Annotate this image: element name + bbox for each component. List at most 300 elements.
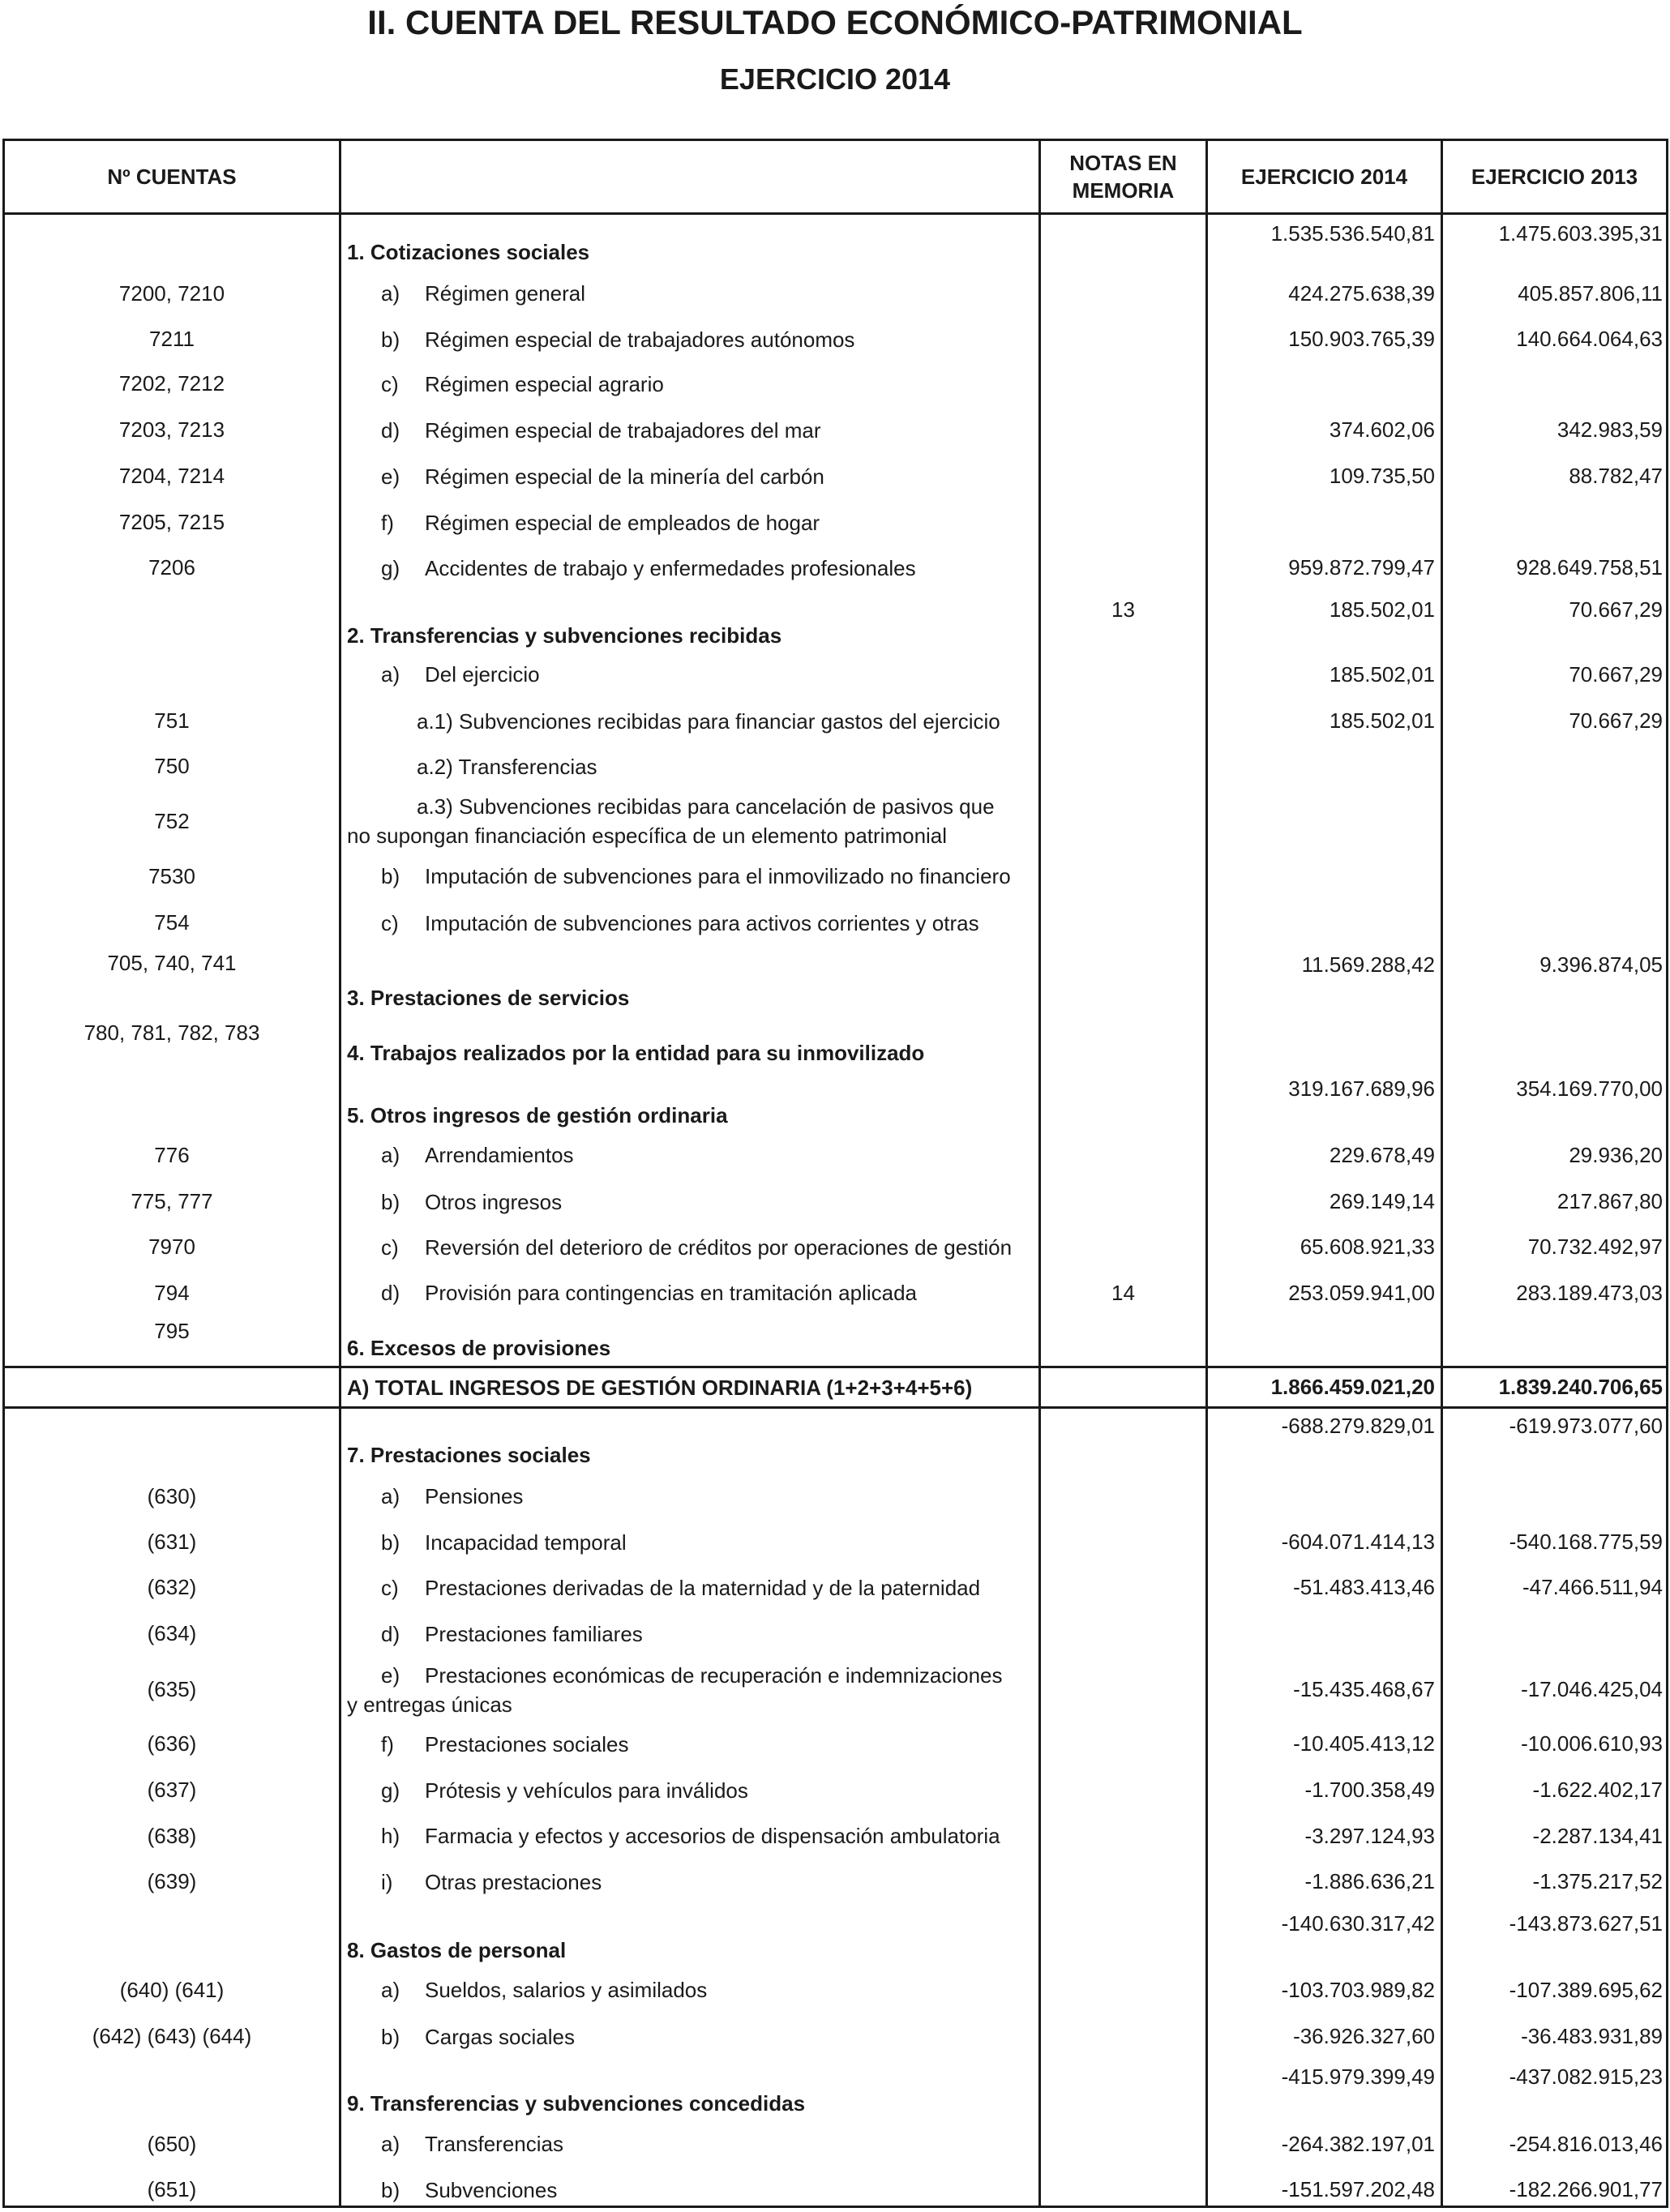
value-2014: 424.275.638,39 xyxy=(1288,280,1435,306)
section-row xyxy=(5,593,1666,653)
item-letter: b) xyxy=(381,327,400,352)
value-2014 xyxy=(1208,362,1441,406)
value-2013: 1.475.603.395,31 xyxy=(1498,221,1663,246)
description-text: Prestaciones derivadas de la maternidad y de la paternidad xyxy=(425,1575,981,1600)
description-continuation: y entregas únicas xyxy=(347,1692,512,1717)
description-text: Sueldos, salarios y asimilados xyxy=(425,1978,708,2002)
item-letter: c) xyxy=(381,1575,399,1600)
description-text: Otros ingresos xyxy=(425,1189,563,1214)
value-2014: -36.926.327,60 xyxy=(1293,2024,1435,2048)
account-code: (637) xyxy=(147,1778,197,1802)
value-2014: 1.535.536.540,81 xyxy=(1270,221,1435,246)
value-2014 xyxy=(1208,1474,1441,1518)
table-row xyxy=(5,1813,1666,1859)
row-description xyxy=(341,1270,1038,1316)
description-text: 9. Transferencias y subvenciones concedidas xyxy=(347,2091,806,2116)
row-description xyxy=(341,1017,1038,1071)
table-row xyxy=(5,1968,1666,2012)
row-description xyxy=(341,652,1038,696)
row-description xyxy=(341,408,1038,452)
value-2014: -51.483.413,46 xyxy=(1293,1575,1435,1599)
row-description xyxy=(341,1179,1038,1224)
account-code: 7204, 7214 xyxy=(118,464,225,488)
row-description xyxy=(341,2167,1038,2212)
description-text: a.3) Subvenciones recibidas para cancelación de pasivos que xyxy=(417,794,995,819)
memory-note xyxy=(1041,1565,1205,1610)
item-letter: g) xyxy=(381,1778,400,1803)
account-code: 7205, 7215 xyxy=(118,510,225,534)
description-text: Otras prestaciones xyxy=(425,1869,602,1894)
value-2013 xyxy=(1443,500,1666,545)
account-code: 7970 xyxy=(148,1234,195,1259)
value-2014: -264.382.197,01 xyxy=(1281,2131,1435,2156)
table-row xyxy=(5,1270,1666,1316)
header-notes-line2: MEMORIA xyxy=(1072,178,1175,203)
section-row xyxy=(5,1072,1666,1133)
description-text: Régimen especial agrario xyxy=(425,371,664,396)
memory-note xyxy=(1041,2167,1205,2212)
table-row xyxy=(5,408,1666,452)
account-code xyxy=(5,1409,339,1473)
value-2013: 928.649.758,51 xyxy=(1516,555,1663,580)
memory-note xyxy=(1041,272,1205,315)
row-description xyxy=(341,2122,1038,2166)
description-text: 7. Prestaciones sociales xyxy=(347,1443,591,1467)
memory-note xyxy=(1041,454,1205,498)
item-letter: a) xyxy=(381,1978,400,2002)
value-2013: -1.622.402,17 xyxy=(1532,1778,1663,1802)
item-letter: h) xyxy=(381,1824,400,1848)
table-row xyxy=(5,1179,1666,1224)
value-2014: -15.435.468,67 xyxy=(1293,1677,1435,1701)
row-description xyxy=(341,1133,1038,1177)
value-2013: 29.936,20 xyxy=(1569,1142,1663,1167)
memory-note xyxy=(1041,1133,1205,1177)
account-code: 7203, 7213 xyxy=(118,417,225,442)
memory-note xyxy=(1041,317,1205,362)
value-2013 xyxy=(1443,854,1666,898)
value-2014 xyxy=(1208,1611,1441,1656)
row-description xyxy=(341,1225,1038,1269)
account-code: 776 xyxy=(154,1142,190,1167)
value-2013: 405.857.806,11 xyxy=(1518,280,1663,306)
account-code: (630) xyxy=(147,1483,197,1508)
account-code: 7200, 7210 xyxy=(118,280,225,306)
row-description xyxy=(341,1813,1038,1859)
table-row xyxy=(5,854,1666,898)
table-row xyxy=(5,454,1666,498)
account-code: 751 xyxy=(154,708,190,733)
value-2014: -151.597.202,48 xyxy=(1281,2177,1435,2201)
memory-note xyxy=(1041,1722,1205,1766)
value-2013 xyxy=(1443,362,1666,406)
memory-note xyxy=(1041,1225,1205,1269)
memory-note xyxy=(1041,2122,1205,2166)
account-code: 750 xyxy=(154,754,190,778)
value-2013: -2.287.134,41 xyxy=(1532,1823,1663,1848)
value-2013 xyxy=(1443,744,1666,789)
item-letter: a) xyxy=(381,281,400,306)
page-title: II. CUENTA DEL RESULTADO ECONÓMICO-PATRIMONIAL xyxy=(367,3,1303,41)
description-text: Régimen especial de trabajadores autónomos xyxy=(425,327,855,352)
value-2014 xyxy=(1208,854,1441,898)
value-2013: -10.006.610,93 xyxy=(1521,1731,1663,1756)
value-2014 xyxy=(1208,744,1441,789)
memory-note xyxy=(1041,1813,1205,1859)
value-2013: -619.973.077,60 xyxy=(1509,1414,1663,1438)
value-2013: 70.667,29 xyxy=(1569,708,1663,733)
value-2013 xyxy=(1443,1316,1666,1366)
table-row xyxy=(5,1768,1666,1812)
account-code: (640) (641) xyxy=(119,1977,225,2002)
table-row xyxy=(5,652,1666,696)
row-description xyxy=(341,1072,1038,1133)
row-description xyxy=(341,1316,1038,1366)
value-2013: 342.983,59 xyxy=(1557,417,1663,442)
description-continuation: no supongan financiación específica de un elemento patrimonial xyxy=(347,824,948,848)
value-2014: -10.405.413,12 xyxy=(1293,1731,1435,1756)
description-text: Prestaciones sociales xyxy=(425,1731,629,1756)
item-letter: a) xyxy=(381,662,400,687)
value-2014: 185.502,01 xyxy=(1329,661,1435,687)
row-description xyxy=(341,362,1038,406)
memory-note xyxy=(1041,699,1205,743)
description-text: Subvenciones xyxy=(425,2177,558,2202)
header-notes xyxy=(1041,141,1205,212)
row-description xyxy=(341,1768,1038,1812)
memory-note: 13 xyxy=(1111,597,1135,622)
header-divider xyxy=(5,212,1666,215)
account-code: (631) xyxy=(147,1530,197,1554)
account-code: (632) xyxy=(147,1575,197,1599)
item-letter: d) xyxy=(381,1281,400,1305)
account-code: (651) xyxy=(147,2177,197,2201)
value-2013 xyxy=(1443,1017,1666,1071)
row-description xyxy=(341,744,1038,789)
value-2013: -182.266.901,77 xyxy=(1509,2177,1663,2201)
table-row xyxy=(5,546,1666,590)
value-2014: 65.608.921,33 xyxy=(1300,1234,1435,1259)
table-row xyxy=(5,272,1666,315)
row-description xyxy=(341,317,1038,362)
value-2013: 88.782,47 xyxy=(1569,464,1663,488)
description-text: Reversión del deterioro de créditos por operaciones de gestión xyxy=(425,1234,1013,1260)
memory-note xyxy=(1041,2014,1205,2059)
description-text: a.2) Transferencias xyxy=(417,754,597,779)
account-code: 795 xyxy=(154,1319,190,1343)
account-code: 794 xyxy=(154,1280,190,1305)
header-accounts: Nº CUENTAS xyxy=(107,165,237,189)
row-description xyxy=(341,948,1038,1016)
item-letter: g) xyxy=(381,555,400,580)
value-2013 xyxy=(1443,901,1666,945)
row-description xyxy=(341,1520,1038,1564)
value-2014: 374.602,06 xyxy=(1329,417,1435,442)
table-row xyxy=(5,1611,1666,1656)
description-text: Prótesis y vehículos para inválidos xyxy=(425,1778,748,1803)
account-code: (639) xyxy=(147,1869,197,1893)
description-text: Accidentes de trabajo y enfermedades profesionales xyxy=(425,555,916,580)
value-2013: 217.867,80 xyxy=(1557,1189,1663,1213)
value-2013 xyxy=(1443,1611,1666,1656)
memory-note xyxy=(1041,1859,1205,1904)
account-code: (642) (643) (644) xyxy=(92,2024,252,2048)
value-2013: -143.873.627,51 xyxy=(1509,1911,1663,1936)
item-letter: d) xyxy=(381,1621,400,1646)
row-description xyxy=(341,1906,1038,1968)
section-row xyxy=(5,1906,1666,1968)
account-code: 780, 781, 782, 783 xyxy=(84,1020,260,1045)
memory-note xyxy=(1041,854,1205,898)
row-description xyxy=(341,901,1038,945)
memory-note xyxy=(1041,1179,1205,1224)
description-text: 8. Gastos de personal xyxy=(347,1938,567,1962)
value-2014: 109.735,50 xyxy=(1329,464,1435,488)
value-2014: 185.502,01 xyxy=(1329,597,1435,622)
memory-note xyxy=(1041,1368,1205,1406)
description-text: Incapacidad temporal xyxy=(425,1530,627,1555)
account-code xyxy=(5,1368,339,1406)
description-text: 6. Excesos de provisiones xyxy=(347,1336,611,1360)
value-2014: 959.872.799,47 xyxy=(1288,555,1435,580)
value-2013: -47.466.511,94 xyxy=(1522,1575,1663,1599)
value-2014: 253.059.941,00 xyxy=(1288,1280,1435,1305)
row-description xyxy=(341,1409,1038,1473)
item-letter: b) xyxy=(381,2024,400,2049)
account-code: 7211 xyxy=(149,327,195,351)
description-text: 4. Trabajos realizados por la entidad para su inmovilizado xyxy=(347,1041,925,1065)
description-text: Prestaciones familiares xyxy=(425,1621,643,1646)
row-description xyxy=(341,272,1038,315)
item-letter: b) xyxy=(381,1530,400,1555)
description-text: Imputación de subvenciones para el inmovilizado no financiero xyxy=(425,864,1011,888)
memory-note xyxy=(1041,652,1205,696)
value-2014: 1.866.459.021,20 xyxy=(1270,1375,1435,1399)
table-row xyxy=(5,362,1666,406)
memory-note xyxy=(1041,789,1205,853)
description-text: 3. Prestaciones de servicios xyxy=(347,986,630,1010)
row-description xyxy=(341,1722,1038,1766)
total-row xyxy=(5,1368,1666,1406)
table-row xyxy=(5,1859,1666,1904)
memory-note xyxy=(1041,216,1205,270)
table-row xyxy=(5,2014,1666,2059)
description-text: 1. Cotizaciones sociales xyxy=(347,240,590,264)
item-letter: a) xyxy=(381,1484,400,1508)
row-description xyxy=(341,1474,1038,1518)
row-description xyxy=(341,546,1038,590)
description-text: Pensiones xyxy=(425,1484,524,1508)
table-row xyxy=(5,699,1666,743)
account-code xyxy=(5,216,339,270)
account-code: 7202, 7212 xyxy=(118,371,225,396)
memory-note xyxy=(1041,1316,1205,1366)
memory-note xyxy=(1041,1409,1205,1473)
account-code: (650) xyxy=(147,2131,197,2156)
table-row xyxy=(5,2122,1666,2166)
memory-note xyxy=(1041,1906,1205,1968)
row-description xyxy=(341,1658,1038,1722)
table-row xyxy=(5,789,1666,853)
account-code: 752 xyxy=(154,808,190,833)
row-description xyxy=(341,500,1038,545)
table-row xyxy=(5,1474,1666,1518)
item-letter: d) xyxy=(381,417,400,443)
value-2014: 229.678,49 xyxy=(1329,1142,1435,1167)
value-2013 xyxy=(1443,789,1666,853)
value-2014 xyxy=(1208,1316,1441,1366)
row-description xyxy=(341,699,1038,743)
value-2014: -604.071.414,13 xyxy=(1281,1530,1435,1554)
memory-note xyxy=(1041,1611,1205,1656)
item-letter: b) xyxy=(381,864,400,888)
description-text: Transferencias xyxy=(425,2132,563,2156)
item-letter: f) xyxy=(381,510,394,535)
value-2014: 150.903.765,39 xyxy=(1288,327,1435,351)
account-code: (635) xyxy=(147,1677,197,1701)
value-2013: 70.667,29 xyxy=(1569,597,1663,622)
value-2014: -1.886.636,21 xyxy=(1304,1869,1435,1893)
memory-note xyxy=(1041,2060,1205,2121)
account-code: 775, 777 xyxy=(131,1189,213,1213)
row-description xyxy=(341,454,1038,498)
item-letter: e) xyxy=(381,464,400,489)
section-row xyxy=(5,1017,1666,1071)
value-2013: 9.396.874,05 xyxy=(1539,952,1663,977)
value-2014: -415.979.399,49 xyxy=(1281,2064,1435,2089)
item-letter: c) xyxy=(381,910,399,935)
account-code: 754 xyxy=(154,910,190,935)
account-code: 7530 xyxy=(148,863,195,888)
value-2013: -254.816.013,46 xyxy=(1509,2131,1663,2156)
item-letter: i) xyxy=(381,1869,393,1894)
memory-note xyxy=(1041,1768,1205,1812)
memory-note xyxy=(1041,1968,1205,2012)
description-text: 2. Transferencias y subvenciones recibidas xyxy=(347,623,782,648)
row-description xyxy=(341,854,1038,898)
value-2014 xyxy=(1208,789,1441,853)
table-row xyxy=(5,2167,1666,2212)
value-2014: -103.703.989,82 xyxy=(1281,1977,1435,2002)
value-2013: 283.189.473,03 xyxy=(1516,1280,1663,1305)
row-description xyxy=(341,1565,1038,1610)
description-text: 5. Otros ingresos de gestión ordinaria xyxy=(347,1103,728,1127)
row-description xyxy=(341,2014,1038,2059)
item-letter: a) xyxy=(381,2132,400,2156)
page-subtitle: EJERCICIO 2014 xyxy=(719,62,951,96)
item-letter: a) xyxy=(381,1143,400,1167)
table-row xyxy=(5,1133,1666,1177)
memory-note xyxy=(1041,500,1205,545)
memory-note xyxy=(1041,1017,1205,1071)
account-code: (638) xyxy=(147,1823,197,1848)
row-description xyxy=(341,216,1038,270)
table-row xyxy=(5,1658,1666,1722)
row-description xyxy=(341,1611,1038,1656)
value-2013: -540.168.775,59 xyxy=(1509,1530,1663,1554)
table-row xyxy=(5,1520,1666,1564)
account-code xyxy=(5,1072,339,1133)
account-code: 7206 xyxy=(148,555,195,580)
value-2013: -36.483.931,89 xyxy=(1521,2024,1663,2048)
description-text: Régimen general xyxy=(425,281,586,306)
item-letter: f) xyxy=(381,1731,394,1756)
results-table xyxy=(2,139,1668,2208)
row-description xyxy=(341,593,1038,653)
account-code xyxy=(5,2060,339,2121)
header-year-2013: EJERCICIO 2013 xyxy=(1471,165,1638,189)
header-notes-line1: NOTAS EN xyxy=(1069,151,1177,175)
section-row xyxy=(5,948,1666,1016)
row-description xyxy=(341,1368,1038,1406)
memory-note xyxy=(1041,948,1205,1016)
memory-note xyxy=(1041,744,1205,789)
memory-note xyxy=(1041,1072,1205,1133)
value-2013: -17.046.425,04 xyxy=(1521,1677,1663,1701)
value-2014: -3.297.124,93 xyxy=(1304,1823,1435,1848)
section-row xyxy=(5,2060,1666,2121)
value-2013: 140.664.064,63 xyxy=(1516,327,1663,351)
value-2014 xyxy=(1208,901,1441,945)
section-row xyxy=(5,216,1666,270)
table-row xyxy=(5,1225,1666,1269)
item-letter: e) xyxy=(381,1662,400,1688)
table-row xyxy=(5,744,1666,789)
description-text: Arrendamientos xyxy=(425,1143,574,1167)
table-row xyxy=(5,1722,1666,1766)
value-2013: -437.082.915,23 xyxy=(1509,2064,1663,2089)
table-row xyxy=(5,901,1666,945)
memory-note: 14 xyxy=(1111,1280,1135,1305)
value-2014: 319.167.689,96 xyxy=(1288,1076,1435,1101)
account-code: 705, 740, 741 xyxy=(107,951,237,975)
memory-note xyxy=(1041,1520,1205,1564)
description-text: Régimen especial de trabajadores del mar xyxy=(425,417,821,443)
item-letter: c) xyxy=(381,1234,399,1260)
memory-note xyxy=(1041,901,1205,945)
memory-note xyxy=(1041,362,1205,406)
memory-note xyxy=(1041,546,1205,590)
item-letter: c) xyxy=(381,371,399,396)
description-text: A) TOTAL INGRESOS DE GESTIÓN ORDINARIA (1+2+3+4+5+6) xyxy=(347,1375,973,1400)
item-letter: b) xyxy=(381,1189,400,1214)
description-text: Cargas sociales xyxy=(425,2024,575,2049)
row-description xyxy=(341,1859,1038,1904)
table-row xyxy=(5,1565,1666,1610)
description-text: Imputación de subvenciones para activos corrientes y otras xyxy=(425,910,979,935)
account-code: (636) xyxy=(147,1731,197,1756)
value-2013: 1.839.240.706,65 xyxy=(1498,1375,1663,1399)
value-2014: 185.502,01 xyxy=(1329,708,1435,733)
account-code: (634) xyxy=(147,1621,197,1645)
value-2014: 269.149,14 xyxy=(1329,1189,1435,1213)
value-2013: 70.732.492,97 xyxy=(1527,1234,1663,1259)
table-row xyxy=(5,317,1666,362)
description-text: Provisión para contingencias en tramitación aplicada xyxy=(425,1281,918,1305)
header-year-2014: EJERCICIO 2014 xyxy=(1240,165,1408,189)
value-2014: -1.700.358,49 xyxy=(1304,1778,1435,1802)
description-text: Del ejercicio xyxy=(425,662,540,687)
value-2014: -140.630.317,42 xyxy=(1281,1911,1435,1936)
value-2013 xyxy=(1443,1474,1666,1518)
description-text: Régimen especial de empleados de hogar xyxy=(425,510,820,535)
memory-note xyxy=(1041,1474,1205,1518)
description-text: Prestaciones económicas de recuperación e indemnizaciones xyxy=(425,1662,1003,1688)
section-row xyxy=(5,1409,1666,1473)
account-code xyxy=(5,1906,339,1968)
value-2013: -107.389.695,62 xyxy=(1509,1977,1663,2002)
row-description xyxy=(341,789,1038,853)
